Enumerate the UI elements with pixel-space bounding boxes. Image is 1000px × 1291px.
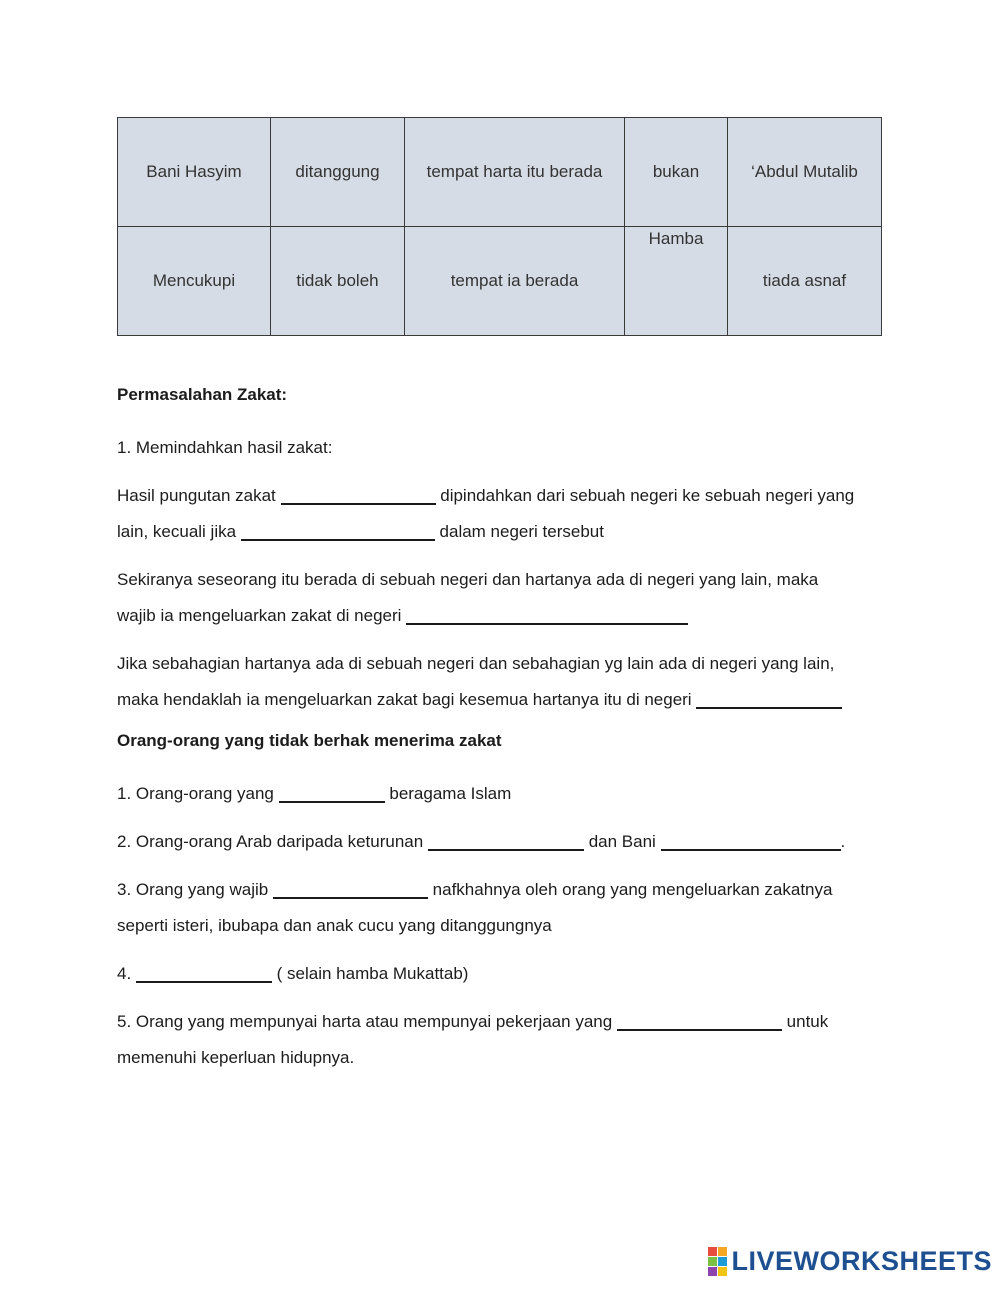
answer-blank[interactable] [281, 485, 436, 505]
section-heading: Orang-orang yang tidak berhak menerima zakat [117, 731, 502, 750]
answer-blank[interactable] [279, 783, 385, 803]
paragraph: Hasil pungutan zakat dipindahkan dari sebuah negeri ke sebuah negeri yang lain, kecuali jika dalam negeri tersebut [117, 486, 855, 541]
answer-blank[interactable] [661, 831, 841, 851]
answer-blank[interactable] [428, 831, 584, 851]
section-heading: Permasalahan Zakat: [117, 385, 288, 404]
word-bank-row [118, 118, 882, 227]
list-item: 4. ( selain hamba Mukattab) [117, 964, 469, 983]
answer-blank[interactable] [241, 521, 435, 541]
worksheet-content [117, 382, 887, 1088]
word-bank-cell: Mencukupi [118, 227, 271, 336]
answer-blank[interactable] [273, 879, 428, 899]
list-item: 3. Orang yang wajib nafkhahnya oleh orang yang mengeluarkan zakatnya seperti isteri, ibubapa dan anak cucu yang ditanggungnya [117, 880, 833, 935]
word-bank-cell: Bani Hasyim [118, 118, 271, 227]
logo-text: LIVEWORKSHEETS [731, 1246, 992, 1276]
word-bank-cell: bukan [625, 118, 728, 227]
paragraph: Jika sebahagian hartanya ada di sebuah negeri dan sebahagian yg lain ada di negeri yang lain, maka hendaklah ia mengeluarkan zakat bagi kesemua hartanya itu di negeri [117, 646, 887, 718]
word-bank-table [117, 117, 882, 336]
logo-mark-icon [708, 1247, 727, 1276]
list-item: 1. Memindahkan hasil zakat: [117, 438, 333, 457]
answer-blank[interactable] [617, 1011, 782, 1031]
word-bank-cell-text: Hamba [648, 229, 704, 248]
answer-blank[interactable] [406, 605, 688, 625]
word-bank-cell: tempat harta itu berada [405, 118, 625, 227]
paragraph: Sekiranya seseorang itu berada di sebuah negeri dan hartanya ada di negeri yang lain, maka wajib ia mengeluarkan zakat di negeri [117, 570, 819, 625]
list-item: 2. Orang-orang Arab daripada keturunan dan Bani . [117, 832, 846, 851]
word-bank-row [118, 227, 882, 336]
word-bank-cell: tiada asnaf [728, 227, 882, 336]
liveworksheets-logo [708, 1246, 992, 1277]
list-item: 1. Orang-orang yang beragama Islam [117, 784, 512, 803]
word-bank-cell: tidak boleh [271, 227, 405, 336]
answer-blank[interactable] [136, 963, 272, 983]
word-bank-cell: tempat ia berada [405, 227, 625, 336]
answer-blank[interactable] [696, 689, 842, 709]
word-bank-cell: ‘Abdul Mutalib [728, 118, 882, 227]
list-item: 5. Orang yang mempunyai harta atau mempunyai pekerjaan yang untuk memenuhi keperluan hidupnya. [117, 1012, 829, 1067]
word-bank-cell: ditanggung [271, 118, 405, 227]
word-bank-cell [625, 227, 728, 336]
